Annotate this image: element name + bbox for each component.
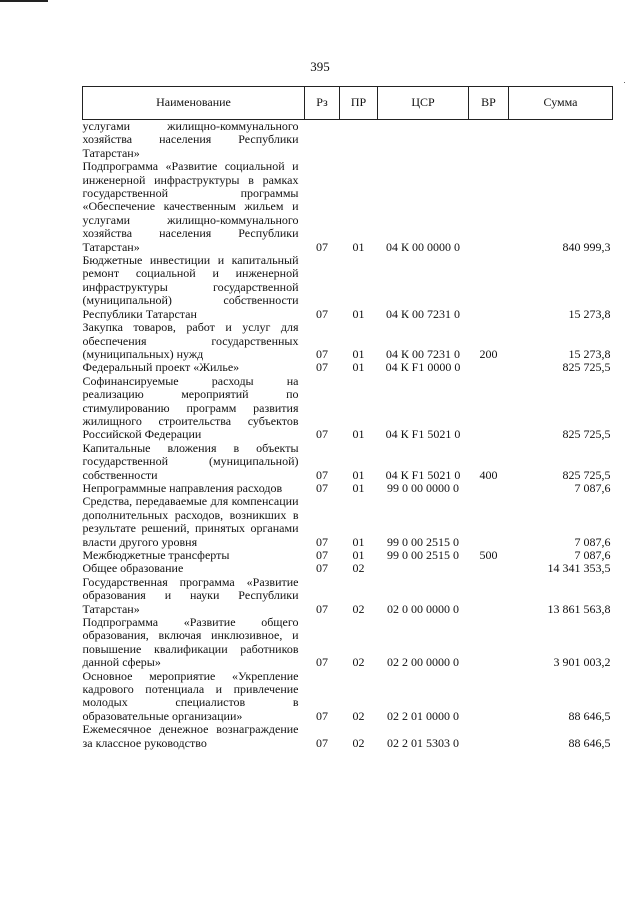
row-csr: 04 К 00 0000 0 — [385, 239, 460, 254]
table-row — [83, 254, 613, 321]
row-vr — [469, 160, 509, 254]
row-sum: 840 999,3 — [562, 239, 611, 254]
row-csr: 99 0 00 0000 0 — [387, 480, 459, 495]
row-rz: 07 — [316, 735, 328, 750]
table-row — [83, 616, 613, 670]
row-csr: 99 0 00 2515 0 — [387, 534, 459, 549]
table-row — [83, 495, 613, 549]
col-header-vr: ВР — [469, 87, 509, 120]
row-name: Государственная программа «Развитие образования и науки Республики Татарстан» — [82, 574, 299, 616]
row-pr: 01 — [352, 346, 365, 361]
row-vr — [469, 616, 509, 670]
row-name: Софинансируемые расходы на реализацию мероприятий по стимулированию программ развития жилищного строительства субъектов Российской Федерации — [82, 373, 299, 442]
scan-speck — [624, 82, 625, 83]
row-rz: 07 — [316, 548, 328, 562]
row-name: Подпрограмма «Развитие общего образования, включая инклюзивное, и повышение квалификации работников данной сферы» — [82, 615, 299, 670]
page-top-rule — [0, 0, 48, 2]
row-sum: 15 273,8 — [568, 306, 611, 321]
row-pr: 02 — [352, 735, 365, 750]
table-row — [83, 482, 613, 495]
row-rz: 07 — [316, 467, 328, 482]
row-name: Средства, передаваемые для компенсации дополнительных расходов, возникших в результате решений, принятых органами власти другого уровня — [82, 494, 299, 549]
table-row — [83, 723, 613, 750]
row-pr: 01 — [352, 360, 365, 375]
row-csr — [378, 562, 469, 575]
row-vr — [469, 495, 509, 549]
row-csr: 04 К 00 7231 0 — [385, 306, 460, 321]
budget-table — [82, 86, 613, 750]
table-row — [83, 442, 613, 482]
row-vr — [469, 576, 509, 616]
col-header-csr: ЦСР — [378, 87, 469, 120]
row-rz: 07 — [316, 306, 328, 321]
row-pr: 01 — [352, 548, 365, 562]
col-header-rz: Рз — [305, 87, 340, 120]
row-rz: 07 — [316, 655, 328, 670]
row-name: Общее образование — [82, 561, 184, 576]
row-rz: 07 — [316, 601, 328, 616]
table-row — [83, 549, 613, 562]
row-name: услугами жилищно-коммунального хозяйства населения Республики Татарстан» — [82, 119, 299, 160]
row-name: Закупка товаров, работ и услуг для обеспечения государственных (муниципальных) нужд — [82, 320, 299, 361]
row-sum: 15 273,8 — [568, 346, 611, 361]
row-csr — [378, 120, 469, 161]
row-rz: 07 — [316, 708, 328, 723]
row-vr: 200 — [479, 346, 498, 361]
row-vr: 400 — [479, 467, 498, 482]
table-row — [83, 670, 613, 724]
row-sum: 88 646,5 — [568, 735, 611, 750]
row-rz: 07 — [316, 239, 328, 254]
row-rz: 07 — [316, 534, 328, 549]
row-pr: 01 — [352, 480, 365, 495]
row-sum: 7 087,6 — [574, 534, 611, 549]
row-pr — [340, 120, 378, 161]
row-vr — [469, 254, 509, 321]
col-header-sum: Сумма — [509, 87, 613, 120]
row-vr — [469, 670, 509, 724]
row-pr: 02 — [352, 708, 365, 723]
row-pr: 02 — [352, 655, 365, 670]
row-rz: 07 — [316, 561, 328, 576]
row-sum: 3 901 003,2 — [553, 655, 611, 670]
row-name: Федеральный проект «Жилье» — [82, 360, 240, 375]
row-name: Капитальные вложения в объекты государственной (муниципальной) собственности — [82, 440, 299, 482]
row-csr: 02 2 01 0000 0 — [387, 708, 459, 723]
col-header-pr: ПР — [340, 87, 378, 120]
row-name: Подпрограмма «Развитие социальной и инженерной инфраструктуры в рамках государственной программы «Обеспечение качественным жильем и услугами жилищно-коммунального хозяйства населения Республики Татарстан» — [82, 159, 299, 254]
row-pr: 01 — [352, 306, 365, 321]
row-vr — [469, 120, 509, 161]
row-csr: 02 0 00 0000 0 — [387, 601, 459, 616]
row-pr: 01 — [352, 239, 365, 254]
table-row — [83, 576, 613, 616]
table-body — [83, 120, 613, 751]
row-csr: 02 2 00 0000 0 — [387, 655, 459, 670]
table-row — [83, 562, 613, 575]
col-header-name: Наименование — [83, 87, 305, 120]
row-pr: 02 — [352, 561, 365, 576]
row-name: Ежемесячное денежное вознаграждение за классное руководство — [82, 722, 299, 750]
row-rz: 07 — [316, 346, 328, 361]
row-pr: 02 — [352, 601, 365, 616]
row-name: Непрограммные направления расходов — [82, 480, 283, 495]
row-csr: 02 2 01 5303 0 — [387, 735, 459, 750]
row-sum: 825 725,5 — [562, 427, 611, 442]
row-sum: 88 646,5 — [568, 708, 611, 723]
row-csr: 04 К F1 0000 0 — [385, 360, 461, 375]
row-sum: 14 341 353,5 — [547, 561, 611, 576]
table-row — [83, 321, 613, 361]
table-row — [83, 120, 613, 161]
row-sum: 825 725,5 — [562, 467, 611, 482]
row-csr: 04 К 00 7231 0 — [385, 346, 460, 361]
page-number: 395 — [310, 59, 330, 74]
table-row — [83, 375, 613, 442]
row-pr: 01 — [352, 427, 365, 442]
row-rz: 07 — [316, 360, 328, 375]
row-sum: 825 725,5 — [562, 360, 611, 375]
row-csr: 99 0 00 2515 0 — [387, 548, 459, 562]
row-name: Основное мероприятие «Укрепление кадрового потенциала и привлечение молодых специалистов в образовательные организации» — [82, 668, 299, 723]
row-pr: 01 — [352, 467, 365, 482]
row-vr — [469, 723, 509, 750]
row-sum: 7 087,6 — [574, 548, 611, 562]
row-csr: 04 К F1 5021 0 — [385, 467, 461, 482]
row-vr — [469, 361, 509, 374]
table-header — [83, 87, 613, 120]
row-sum: 7 087,6 — [574, 480, 611, 495]
row-sum: 13 861 563,8 — [547, 601, 611, 616]
row-vr: 500 — [479, 548, 498, 562]
row-vr — [469, 375, 509, 442]
row-vr — [469, 562, 509, 575]
row-name: Бюджетные инвестиции и капитальный ремонт социальной и инженерной инфраструктуры государственной (муниципальной) собственности Республики Татарстан — [82, 253, 299, 321]
row-rz: 07 — [316, 480, 328, 495]
row-pr: 01 — [352, 534, 365, 549]
table-row — [83, 361, 613, 374]
row-csr: 04 К F1 5021 0 — [385, 427, 461, 442]
row-vr — [469, 482, 509, 495]
row-name: Межбюджетные трансферты — [82, 548, 230, 562]
row-rz — [305, 120, 340, 161]
table-row — [83, 160, 613, 254]
row-rz: 07 — [316, 427, 328, 442]
row-sum — [509, 120, 613, 161]
